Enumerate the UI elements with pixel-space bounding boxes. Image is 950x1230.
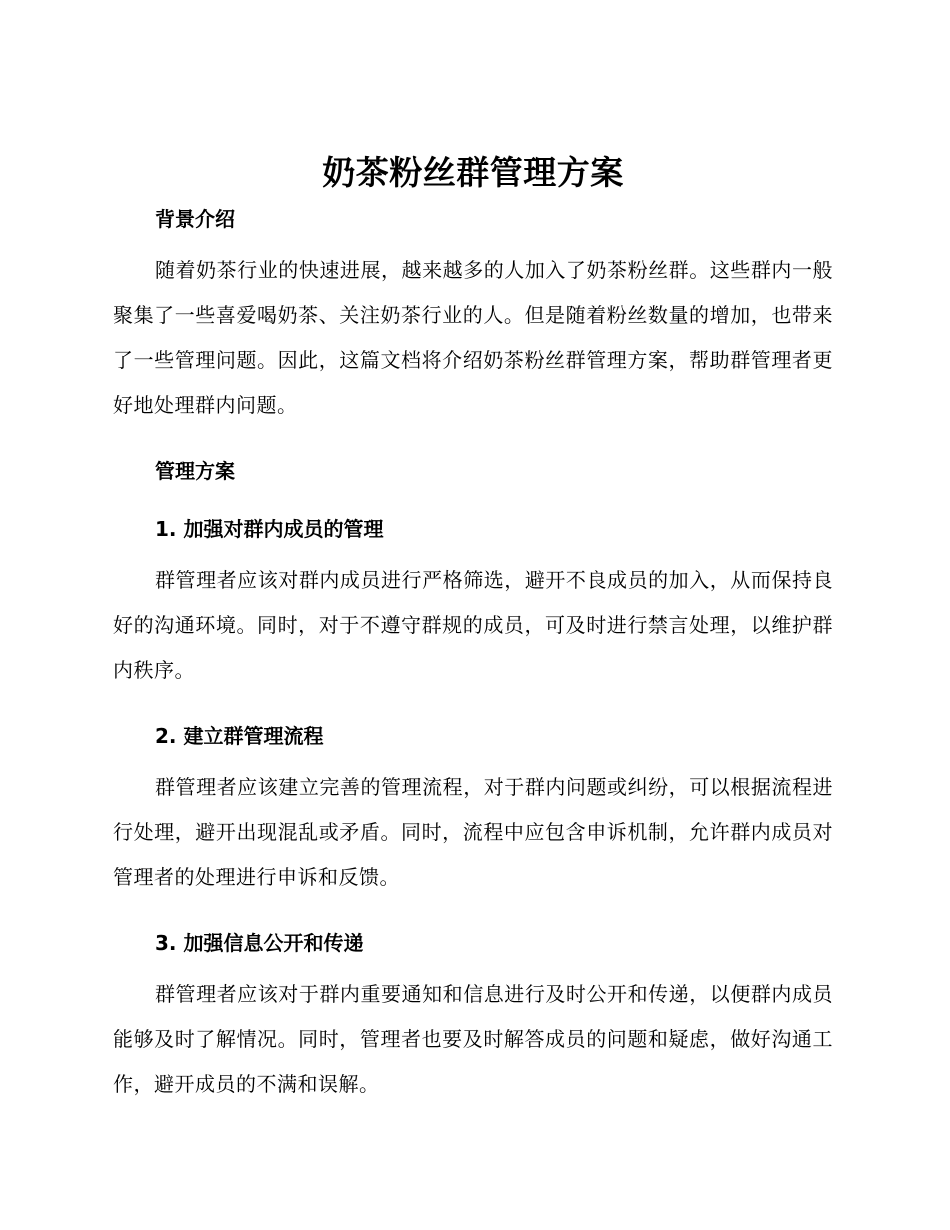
paragraph-background: 随着奶茶行业的快速进展，越来越多的人加入了奶茶粉丝群。这些群内一般聚集了一些喜爱喝奶茶、关注奶茶行业的人。但是随着粉丝数量的增加，也带来了一些管理问题。因此，这篇文档将介绍奶茶粉丝群管理方案，帮助群管理者更好地处理群内问题。 [113, 258, 833, 417]
document-page [113, 150, 833, 1107]
item-heading-3: 3. 加强信息公开和传递 [155, 931, 364, 955]
item-heading-2: 2. 建立群管理流程 [155, 724, 324, 748]
item-heading-1: 1. 加强对群内成员的管理 [155, 517, 384, 541]
section-heading-background: 背景介绍 [155, 207, 235, 231]
paragraph-item-1: 群管理者应该对群内成员进行严格筛选，避开不良成员的加入，从而保持良好的沟通环境。同时，对于不遵守群规的成员，可及时进行禁言处理，以维护群内秩序。 [113, 568, 833, 682]
paragraph-item-2: 群管理者应该建立完善的管理流程，对于群内问题或纠纷，可以根据流程进行处理，避开出现混乱或矛盾。同时，流程中应包含申诉机制，允许群内成员对管理者的处理进行申诉和反馈。 [113, 775, 833, 889]
paragraph-item-3: 群管理者应该对于群内重要通知和信息进行及时公开和传递，以便群内成员能够及时了解情况。同时，管理者也要及时解答成员的问题和疑虑，做好沟通工作，避开成员的不满和误解。 [113, 982, 833, 1096]
document-title: 奶茶粉丝群管理方案 [322, 153, 624, 192]
section-heading-plan: 管理方案 [155, 459, 235, 483]
